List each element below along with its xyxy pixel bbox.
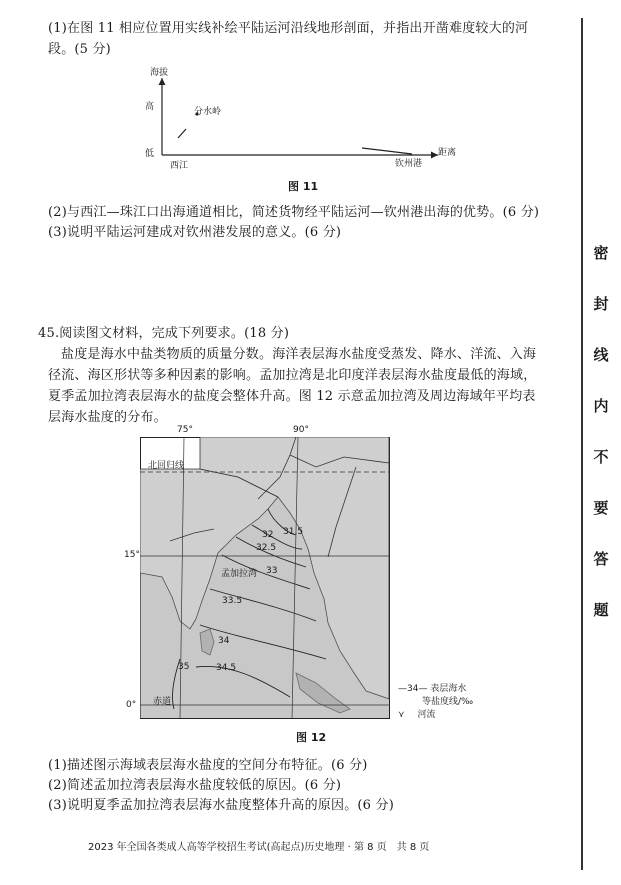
fig11-y-high: 高 [145,102,155,112]
seal-line [581,18,583,870]
fig12-equator-label: 赤道 [153,697,172,707]
fig12-caption: 图 12 [296,731,327,744]
q44-sub2: (2)与西江—珠江口出海通道相比，简述货物经平陆运河—钦州港出海的优势。(6 分) [48,205,540,220]
fig11-caption: 图 11 [288,180,319,193]
figure-12-map [140,437,390,719]
seal-char: 线 [593,346,609,364]
legend-isoline-line1: 表层海水 [430,684,467,694]
q44-sub1 [48,18,568,60]
seal-char: 封 [593,295,609,313]
seal-char: 内 [593,397,609,415]
seal-char: 要 [593,499,609,517]
isoline-label-32: 32 [262,530,274,540]
isoline-label-35: 35 [178,662,190,672]
fig11-point-label: 分水岭 [194,107,222,117]
fig12-lat-0: 0° [126,700,137,710]
q45-para-line1: 盐度是海水中盐类物质的质量分数。海洋表层海水盐度受蒸发、降水、洋流、入海 [61,347,537,362]
fig12-bay-label: 孟加拉湾 [221,569,258,579]
page-footer: 2023 年全国各类成人高等学校招生考试(高起点)历史地理 · 第 8 页 共 8 页 [88,842,430,853]
fig11-start-profile [178,129,186,138]
q45-sub3: (3)说明夏季孟加拉湾表层海水盐度整体升高的原因。(6 分) [48,798,394,813]
q44-sub1-line2: 段。(5 分) [48,42,111,57]
q45-para-line4: 层海水盐度的分布。 [48,410,167,425]
q45-sub1: (1)描述图示海域表层海水盐度的空间分布特征。(6 分) [48,758,368,773]
legend-river [398,707,518,720]
fig11-xlabel: 距离 [438,148,457,158]
seal-char: 题 [593,601,609,619]
isoline-label-33-5: 33.5 [222,596,243,606]
isoline-label-34-5: 34.5 [216,663,237,673]
fig11-end-label: 钦州港 [395,159,423,169]
isoline-label-34: 34 [218,636,230,646]
legend-isoline-line2: 等盐度线/‰ [422,697,474,707]
seal-char: 密 [593,244,609,262]
fig11-start-label: 西江 [170,161,189,171]
isoline-label-32-5: 32.5 [256,543,277,553]
legend-isoline: —34— 表层海水 [398,684,467,694]
legend-river-label: 河流 [417,710,436,720]
fig12-lon-75: 75° [177,425,193,435]
q45-para-line2: 径流、海区形状等多种因素的影响。孟加拉湾是北印度洋表层海水盐度最低的海域， [48,368,537,383]
seal-char: 不 [593,448,609,466]
seal-notice [588,240,614,648]
fig12-legend [398,681,518,720]
q44-sub3: (3)说明平陆运河建成对钦州港发展的意义。(6 分) [48,225,342,240]
q45-para-line3: 夏季孟加拉湾表层海水的盐度会整体升高。图 12 示意孟加拉湾及周边海域年平均表 [48,389,536,404]
fig12-lat-15: 15° [124,550,140,560]
seal-char: 答 [593,550,609,568]
isoline-label-31-5: 31.5 [283,527,304,537]
fig11-ylabel: 海拔 [150,68,169,78]
q45-title: 45.阅读图文材料，完成下列要求。(18 分) [38,326,290,341]
river-symbol-icon: ⋎ [398,710,405,720]
fig12-tropic-label: 北回归线 [148,461,185,471]
q45-paragraph [48,344,578,428]
fig12-lon-90: 90° [293,425,309,435]
fig11-end-profile [362,148,412,154]
legend-isoline-value: 34 [407,684,419,694]
isoline-label-33: 33 [266,566,278,576]
fig11-y-low: 低 [145,149,155,159]
q44-sub1-line1: (1)在图 11 相应位置用实线补绘平陆运河沿线地形剖面，并指出开凿难度较大的河 [48,21,529,36]
q45-sub2: (2)简述孟加拉湾表层海水盐度较低的原因。(6 分) [48,778,342,793]
